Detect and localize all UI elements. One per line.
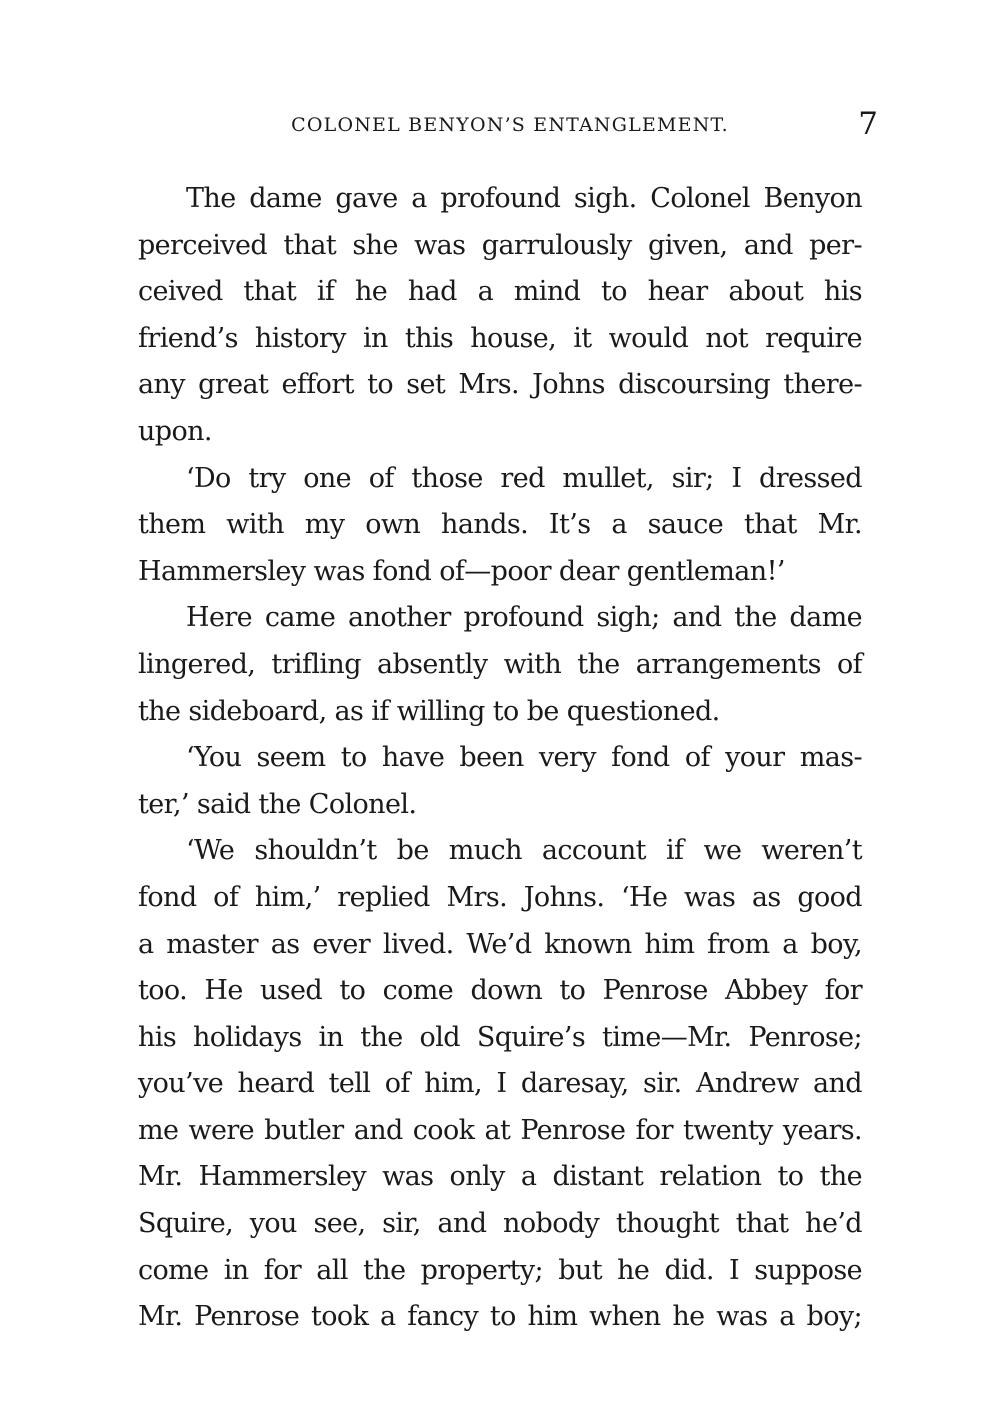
text-line: ter,’ said the Colonel. bbox=[138, 788, 417, 820]
text-line: Mr. Penrose took a fancy to him when he was a boy; bbox=[138, 1301, 862, 1333]
text-line: too. He used to come down to Penrose Abbey for bbox=[138, 975, 862, 1007]
text-line: upon. bbox=[138, 415, 212, 447]
text-line: any great effort to set Mrs. Johns discoursing there- bbox=[138, 369, 862, 401]
text-line: you’ve heard tell of him, I daresay, sir. Andrew and bbox=[138, 1068, 862, 1100]
body-text bbox=[138, 176, 862, 1341]
text-line: ceived that if he had a mind to hear about his bbox=[138, 276, 862, 308]
text-line: friend’s history in this house, it would not require bbox=[138, 322, 862, 354]
text-line: ‘You seem to have been very fond of your mas- bbox=[186, 742, 862, 774]
text-line: Hammersley was fond of—poor dear gentleman!’ bbox=[138, 555, 785, 587]
running-head bbox=[140, 104, 878, 144]
text-line: Mr. Hammersley was only a distant relation to the bbox=[138, 1161, 862, 1193]
running-title: COLONEL BENYON’S ENTANGLEMENT. bbox=[291, 114, 729, 136]
text-line: The dame gave a profound sigh. Colonel Benyon bbox=[186, 183, 862, 214]
text-line: perceived that she was garrulously given, and per- bbox=[138, 229, 862, 261]
text-line: his holidays in the old Squire’s time—Mr. Penrose; bbox=[138, 1021, 862, 1053]
text-line: ‘We shouldn’t be much account if we weren’t bbox=[186, 835, 862, 867]
text-line: fond of him,’ replied Mrs. Johns. ‘He was as good bbox=[138, 881, 862, 913]
text-line: ‘Do try one of those red mullet, sir; I dressed bbox=[186, 462, 862, 494]
text-line: a master as ever lived. We’d known him from a boy, bbox=[138, 928, 862, 960]
text-line: me were butler and cook at Penrose for twenty years. bbox=[138, 1114, 862, 1146]
text-line: Here came another profound sigh; and the dame bbox=[186, 602, 862, 634]
text-line: the sideboard, as if willing to be questioned. bbox=[138, 695, 720, 727]
text-line: come in for all the property; but he did. I suppose bbox=[138, 1254, 862, 1286]
text-line: lingered, trifling absently with the arrangements of bbox=[138, 648, 862, 680]
text-line: them with my own hands. It’s a sauce that Mr. bbox=[138, 509, 862, 541]
page-number: 7 bbox=[858, 106, 878, 142]
text-line: Squire, you see, sir, and nobody thought that he’d bbox=[138, 1208, 862, 1240]
